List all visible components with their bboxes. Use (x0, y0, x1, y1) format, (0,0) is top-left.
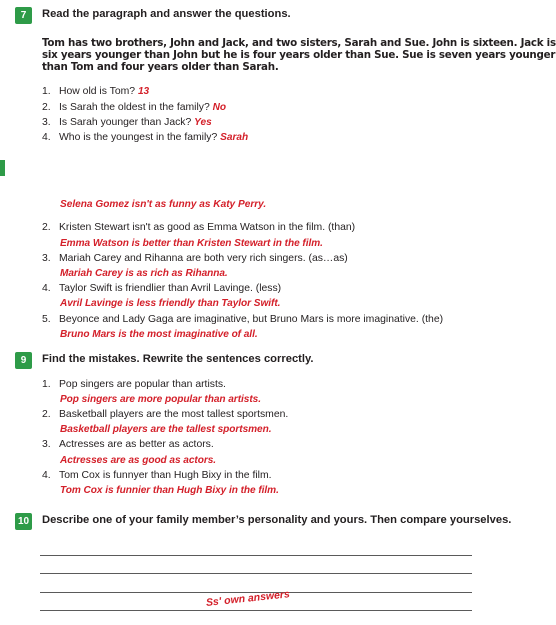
answer: Bruno Mars is the most imaginative of all. (60, 329, 258, 340)
page-edge-marker (0, 160, 5, 176)
exercise-item (42, 439, 214, 450)
exercise-item (42, 470, 272, 481)
item-number: 3. (42, 439, 51, 450)
exercise-10-title: Describe one of your family member’s personality and yours. Then compare yourselves. (42, 514, 512, 526)
question-number: 1. (42, 86, 51, 97)
item-number: 1. (42, 379, 51, 390)
item-text: Basketball players are the most tallest sportsmen. (59, 409, 289, 420)
answer: 13 (137, 86, 150, 97)
exercise-9-badge: 9 (15, 352, 32, 369)
answer: Basketball players are the tallest sportsmen. (60, 424, 272, 435)
exercise-item (42, 314, 443, 325)
writing-line[interactable] (40, 610, 472, 611)
answer: Mariah Carey is as rich as Rihanna. (60, 268, 228, 279)
item-text: Kristen Stewart isn't as good as Emma Watson in the film. (than) (59, 222, 356, 233)
exercise-7-paragraph (42, 37, 556, 74)
exercise-item (42, 283, 281, 294)
item-text: Beyonce and Lady Gaga are imaginative, but Bruno Mars is more imaginative. (the) (59, 314, 444, 325)
paragraph-line: six years younger than John but he is four years older than Sue. Sue is seven years younger (42, 49, 556, 62)
question-number: 3. (42, 117, 51, 128)
item-text: Tom Cox is funnyer than Hugh Bixy in the film. (59, 470, 272, 481)
exercise-item (42, 222, 355, 233)
question-row (42, 86, 149, 97)
exercise-10-badge: 10 (15, 513, 32, 530)
item-number: 5. (42, 314, 51, 325)
item-number: 2. (42, 409, 51, 420)
exercise-7-badge: 7 (15, 7, 32, 24)
answer: Tom Cox is funnier than Hugh Bixy in the film. (60, 485, 279, 496)
question-number: 4. (42, 132, 51, 143)
handwritten-answer: Ss' own answers (205, 588, 291, 609)
item-number: 2. (42, 222, 51, 233)
answer: Avril Lavinge is less friendly than Taylor Swift. (60, 298, 281, 309)
answer: Emma Watson is better than Kristen Stewart in the film. (60, 238, 323, 249)
item-number: 4. (42, 470, 51, 481)
question-number: 2. (42, 102, 51, 113)
paragraph-line: Tom has two brothers, John and Jack, and two sisters, Sarah and Sue. John is sixteen. Jack is (42, 37, 556, 49)
question-row (42, 132, 248, 143)
question-row (42, 102, 226, 113)
item-text: Mariah Carey and Rihanna are both very rich singers. (as…as) (59, 253, 348, 264)
item-number: 4. (42, 283, 51, 294)
question-text: Who is the youngest in the family? (59, 132, 218, 143)
answer: No (212, 102, 227, 113)
question-text: Is Sarah the oldest in the family? (59, 102, 210, 113)
answer: Pop singers are more popular than artists. (60, 394, 261, 405)
answer: Actresses are as good as actors. (60, 455, 217, 466)
question-text: Is Sarah younger than Jack? (59, 117, 192, 128)
exercise-9-title: Find the mistakes. Rewrite the sentences correctly. (42, 353, 314, 365)
item-text: Taylor Swift is friendlier than Avril Lavinge. (less) (59, 283, 282, 294)
exercise-item (42, 379, 226, 390)
item-text: Actresses are as better as actors. (59, 439, 214, 450)
exercise-item (42, 409, 288, 420)
cut-off-answer: Selena Gomez isn't as funny as Katy Perry. (60, 199, 267, 210)
answer: Yes (194, 117, 212, 128)
item-text: Pop singers are popular than artists. (59, 379, 226, 390)
writing-line[interactable] (40, 573, 472, 574)
answer: Sarah (220, 132, 249, 143)
writing-line[interactable] (40, 555, 472, 556)
question-row (42, 117, 212, 128)
question-text: How old is Tom? (59, 86, 136, 97)
paragraph-line: than Tom and four years older than Sarah. (42, 61, 279, 74)
item-number: 3. (42, 253, 51, 264)
exercise-item (42, 253, 348, 264)
exercise-7-title: Read the paragraph and answer the questions. (42, 8, 291, 20)
